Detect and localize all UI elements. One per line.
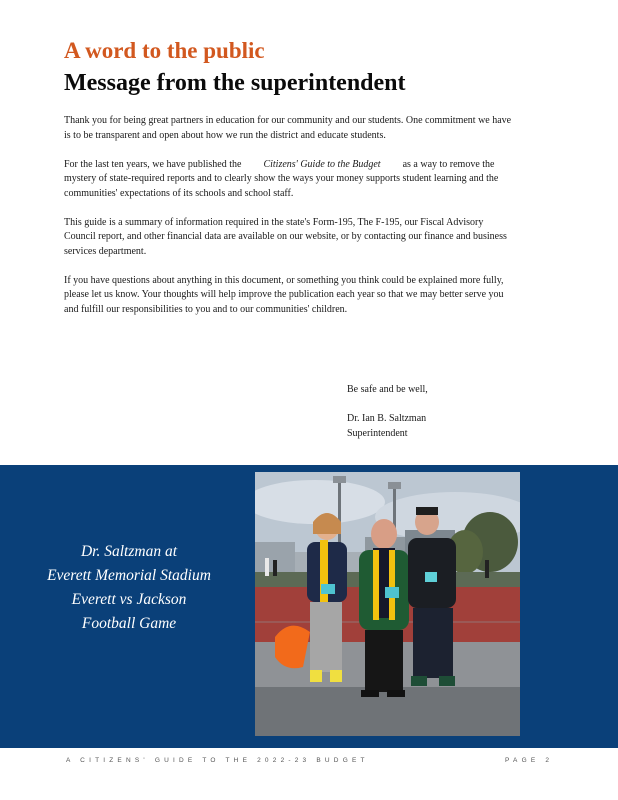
footer-page-number: PAGE 2 <box>505 757 554 764</box>
section-kicker: A word to the public <box>64 38 265 63</box>
page-title: Message from the superintendent <box>64 70 406 96</box>
p2-text-after: as a way to remove the mystery of state-required reports and to clearly show the ways your money supports student learning and the communities' expectations of its schools and school staff. <box>64 158 499 199</box>
footer-document-title: A CITIZENS' GUIDE TO THE 2022-23 BUDGET <box>66 757 369 764</box>
stadium-photo <box>255 472 520 736</box>
caption-line-2: Everett Memorial Stadium <box>47 567 211 584</box>
letter-paragraph-2 <box>64 158 514 202</box>
stadium-photo-illustration <box>255 472 520 736</box>
page-footer <box>0 748 618 800</box>
signer-name: Dr. Ian B. Saltzman <box>347 413 427 424</box>
letter-paragraph-1: Thank you for being great partners in education for our community and our students. One commitment we have is to be transparent and open about how we run the district and educate students. <box>64 115 512 141</box>
caption-line-1: Dr. Saltzman at <box>80 543 178 560</box>
signoff <box>347 382 428 441</box>
letter-body <box>64 114 514 332</box>
guide-title-italic: Citizens' Guide to the Budget <box>263 158 381 170</box>
signer-role: Superintendent <box>347 428 408 439</box>
letter-paragraph-4: If you have questions about anything in this document, or something you think could be explained more fully, please let us know. Your thoughts will help improve the publication each year so that we may better serve you and fulfill our responsibilities to you and to our communities' children. <box>64 274 504 315</box>
p2-text-before: For the last ten years, we have published the <box>64 158 242 170</box>
photo-caption <box>18 540 240 636</box>
caption-line-4: Football Game <box>81 615 177 632</box>
closing: Be safe and be well, <box>347 384 428 395</box>
caption-line-3: Everett vs Jackson <box>71 591 187 608</box>
letter-paragraph-3: This guide is a summary of information required in the state's Form-195, The F-195, our Fiscal Advisory Council report, and other financial data are available on our website, or by contacting our finance and business services department. <box>64 216 507 257</box>
